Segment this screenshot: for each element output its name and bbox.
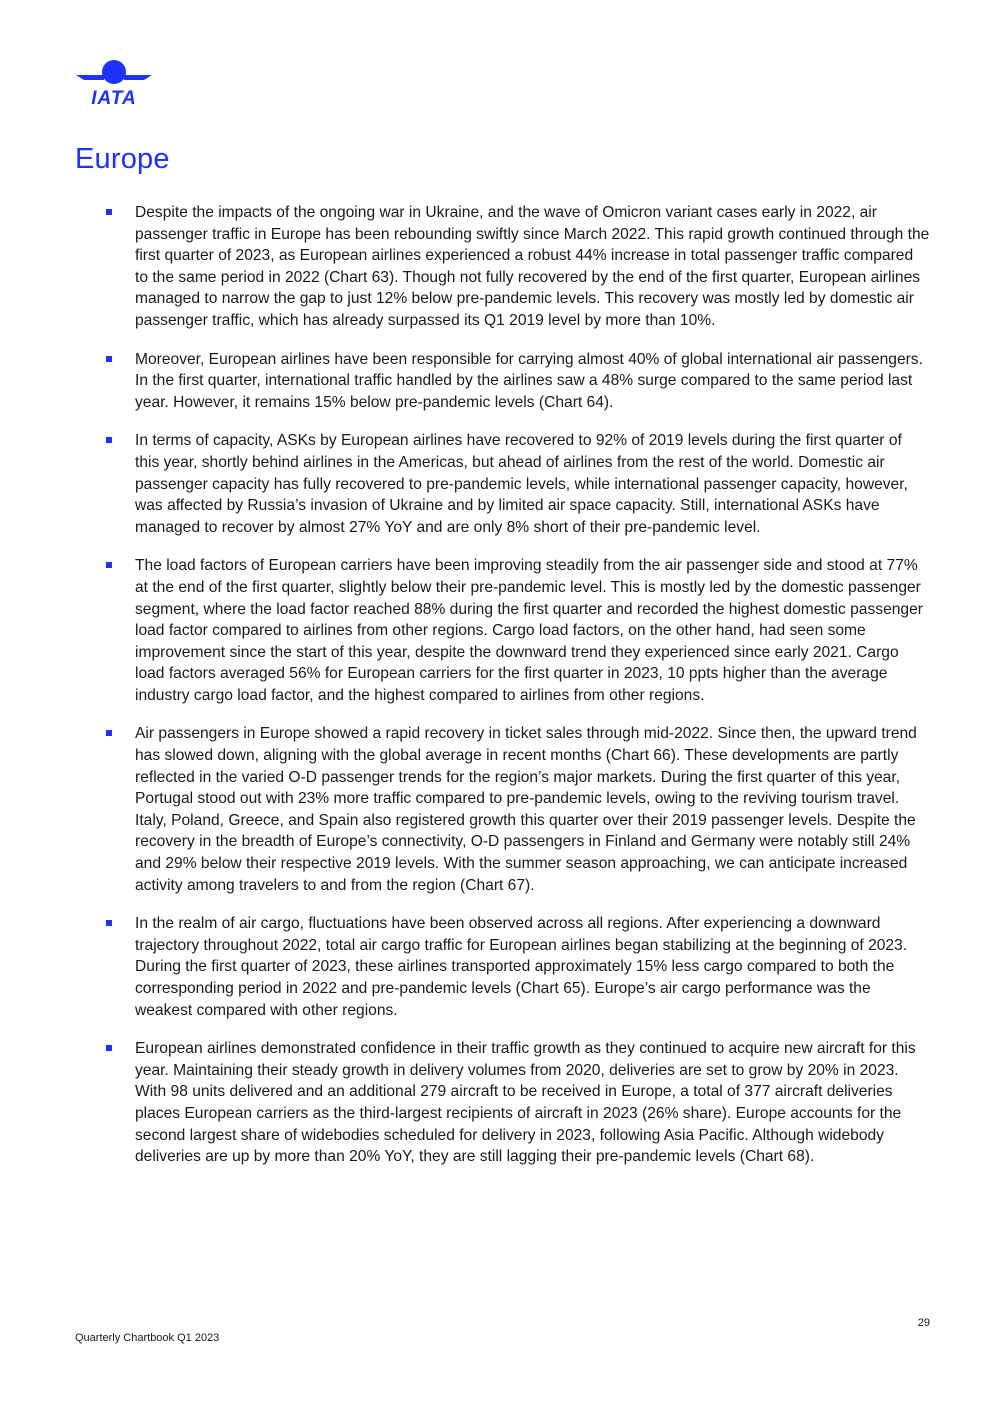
bullet-item [104,555,930,706]
iata-logo [74,58,154,114]
bullet-text: Moreover, European airlines have been responsible for carrying almost 40% of global international air passengers. In the first quarter, international traffic handled by the airlines saw a 48% surge compared to the same period last year. However, it remains 15% below pre-pandemic levels (Chart 64). [135,350,923,411]
bullet-item [104,913,930,1021]
square-bullet-icon [106,730,112,736]
bullet-list [104,202,930,1185]
bullet-item [104,202,930,332]
square-bullet-icon [106,209,112,215]
bullet-text: In terms of capacity, ASKs by European airlines have recovered to 92% of 2019 levels during the first quarter of this year, shortly behind airlines in the Americas, but ahead of airlines from the rest of the world. Domestic air passenger capacity has fully recovered to pre-pandemic levels, while international passenger capacity, however, was affected by Russia’s invasion of Ukraine and by limited air space capacity. Still, international ASKs have managed to recover by almost 27% YoY and are only 8% short of their pre-pandemic level. [135,432,908,536]
bullet-item [104,349,930,414]
footer-publication: Quarterly Chartbook Q1 2023 [75,1332,220,1344]
square-bullet-icon [106,920,112,926]
square-bullet-icon [106,356,112,362]
bullet-text: Air passengers in Europe showed a rapid recovery in ticket sales through mid-2022. Since then, the upward trend has slowed down, aligning with the global average in recent months (Chart 66). These developments are partly reflected in the varied O-D passenger trends for the region’s major markets. During the first quarter of this year, Portugal stood out with 23% more traffic compared to pre-pandemic levels, owing to the reviving tourism travel. Italy, Poland, Greece, and Spain also registered growth this quarter over their 2019 passenger levels. Despite the recovery in the breadth of Europe’s connectivity, O-D passengers in Finland and Germany were notably still 24% and 29% below their respective 2019 levels. With the summer season approaching, we can anticipate increased activity among travelers to and from the region (Chart 67). [135,725,917,894]
globe-wings-icon [74,58,154,90]
square-bullet-icon [106,1045,112,1051]
logo-wordmark: IATA [91,88,137,109]
bullet-text: European airlines demonstrated confidence in their traffic growth as they continued to acquire new aircraft for this year. Maintaining their steady growth in delivery volumes from 2020, deliveries are set to grow by 20% in 2023. With 98 units delivered and an additional 279 aircraft to be received in Europe, a total of 377 aircraft deliveries places European carriers as the third-largest recipients of aircraft in 2023 (26% share). Europe accounts for the second largest share of widebodies scheduled for delivery in 2023, following Asia Pacific. Although widebody deliveries are up by more than 20% YoY, they are still lagging their pre-pandemic levels (Chart 68). [135,1040,916,1166]
bullet-text: In the realm of air cargo, fluctuations have been observed across all regions. After experiencing a downward trajectory throughout 2022, total air cargo traffic for European airlines began stabilizing at the beginning of 2023. During the first quarter of 2023, these airlines transported approximately 15% less cargo compared to both the corresponding period in 2022 and pre-pandemic levels (Chart 65). Europe’s air cargo performance was the weakest compared with other regions. [135,915,908,1019]
square-bullet-icon [106,562,112,568]
bullet-text: The load factors of European carriers have been improving steadily from the air passenger side and stood at 77% at the end of the first quarter, slightly below their pre-pandemic level. This is mostly led by the domestic passenger segment, where the load factor reached 88% during the first quarter and recorded the highest domestic passenger load factor compared to airlines from other regions. Cargo load factors, on the other hand, had seen some improvement since the start of this year, despite the downward trend they experienced since early 2021. Cargo load factors averaged 56% for European carriers for the first quarter in 2023, 10 ppts higher than the average industry cargo load factor, and the highest compared to airlines from other regions. [135,557,923,704]
page-number: 29 [917,1317,930,1329]
square-bullet-icon [106,437,112,443]
bullet-item [104,430,930,538]
bullet-text: Despite the impacts of the ongoing war in Ukraine, and the wave of Omicron variant cases early in 2022, air passenger traffic in Europe has been rebounding swiftly since March 2022. This rapid growth continued through the first quarter of 2023, as European airlines experienced a robust 44% increase in total passenger traffic compared to the same period in 2022 (Chart 63). Though not fully recovered by the end of the first quarter, European airlines managed to narrow the gap to just 12% below pre-pandemic levels. This recovery was mostly led by domestic air passenger traffic, which has already surpassed its Q1 2019 level by more than 10%. [135,204,930,329]
bullet-item [104,1038,930,1168]
bullet-item [104,723,930,896]
page-title: Europe [75,143,170,175]
